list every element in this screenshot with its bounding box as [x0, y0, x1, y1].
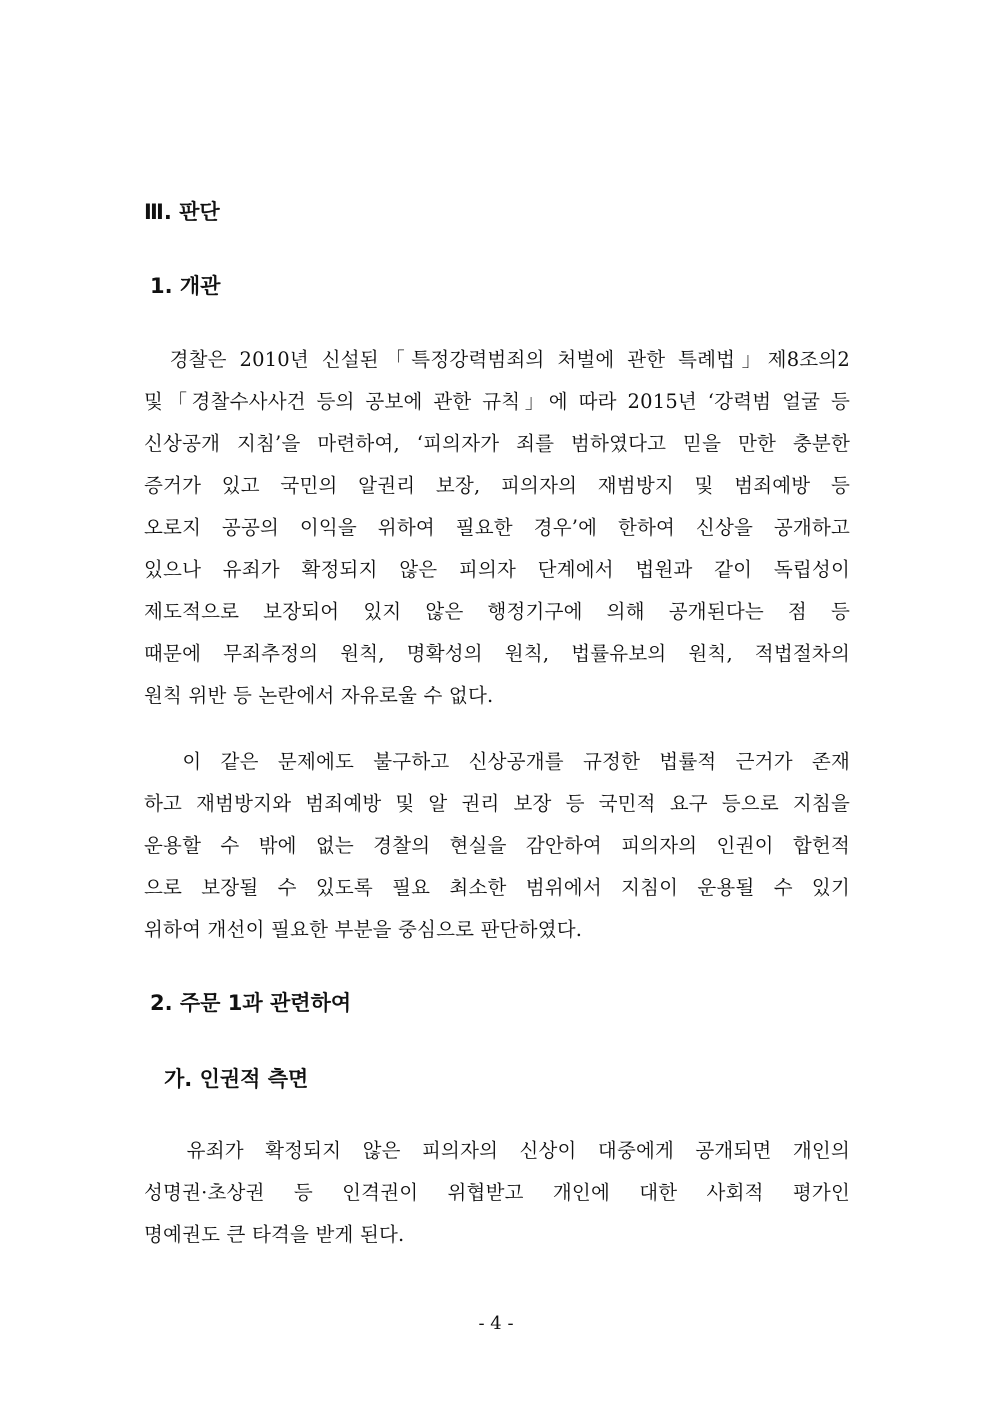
paragraph-line: 증거가 있고 국민의 알권리 보장, 피의자의 재범방지 및 범죄예방 등 — [144, 474, 850, 497]
paragraph-line: 경찰은 2010년 신설된「특정강력범죄의 처벌에 관한 특례법」제8조의2 — [144, 348, 850, 371]
subsection-2a-heading: 가. 인권적 측면 — [164, 1067, 309, 1091]
paragraph-line: 하고 재범방지와 범죄예방 및 알 권리 보장 등 국민적 요구 등으로 지침을 — [144, 792, 850, 815]
paragraph-line: 운용할 수 밖에 없는 경찰의 현실을 감안하여 피의자의 인권이 합헌적 — [144, 834, 850, 857]
paragraph-line: 이 같은 문제에도 불구하고 신상공개를 규정한 법률적 근거가 존재 — [144, 750, 850, 773]
paragraph-line: 원칙 위반 등 논란에서 자유로울 수 없다. — [144, 684, 494, 707]
page-number: - 4 - — [478, 1313, 514, 1334]
paragraph-line: 오로지 공공의 이익을 위하여 필요한 경우’에 한하여 신상을 공개하고 — [144, 516, 850, 539]
paragraph-line: 및「경찰수사사건 등의 공보에 관한 규칙」에 따라 2015년 ‘강력범 얼굴 등 — [144, 390, 850, 413]
paragraph-judgment-basis — [144, 741, 850, 951]
paragraph-line: 때문에 무죄추정의 원칙, 명확성의 원칙, 법률유보의 원칙, 적법절차의 — [144, 642, 850, 665]
paragraph-line: 신상공개 지침’을 마련하여, ‘피의자가 죄를 범하였다고 믿을 만한 충분한 — [144, 432, 850, 455]
paragraph-line: 성명권·초상권 등 인격권이 위협받고 개인에 대한 사회적 평가인 — [144, 1181, 850, 1204]
paragraph-line: 으로 보장될 수 있도록 필요 최소한 범위에서 지침이 운용될 수 있기 — [144, 876, 850, 899]
paragraph-line: 제도적으로 보장되어 있지 않은 행정기구에 의해 공개된다는 점 등 — [144, 600, 850, 623]
paragraph-line: 명예권도 큰 타격을 받게 된다. — [144, 1223, 405, 1246]
paragraph-human-rights — [144, 1130, 850, 1256]
paragraph-line: 위하여 개선이 필요한 부분을 중심으로 판단하였다. — [144, 918, 583, 941]
paragraph-line: 유죄가 확정되지 않은 피의자의 신상이 대중에게 공개되면 개인의 — [144, 1139, 850, 1162]
subsection-2-heading: 2. 주문 1과 관련하여 — [150, 991, 352, 1015]
subsection-1-heading: 1. 개관 — [150, 274, 221, 298]
paragraph-line: 있으나 유죄가 확정되지 않은 피의자 단계에서 법원과 같이 독립성이 — [144, 558, 850, 581]
paragraph-overview — [144, 339, 850, 717]
section-heading: Ⅲ. 판단 — [144, 200, 220, 224]
